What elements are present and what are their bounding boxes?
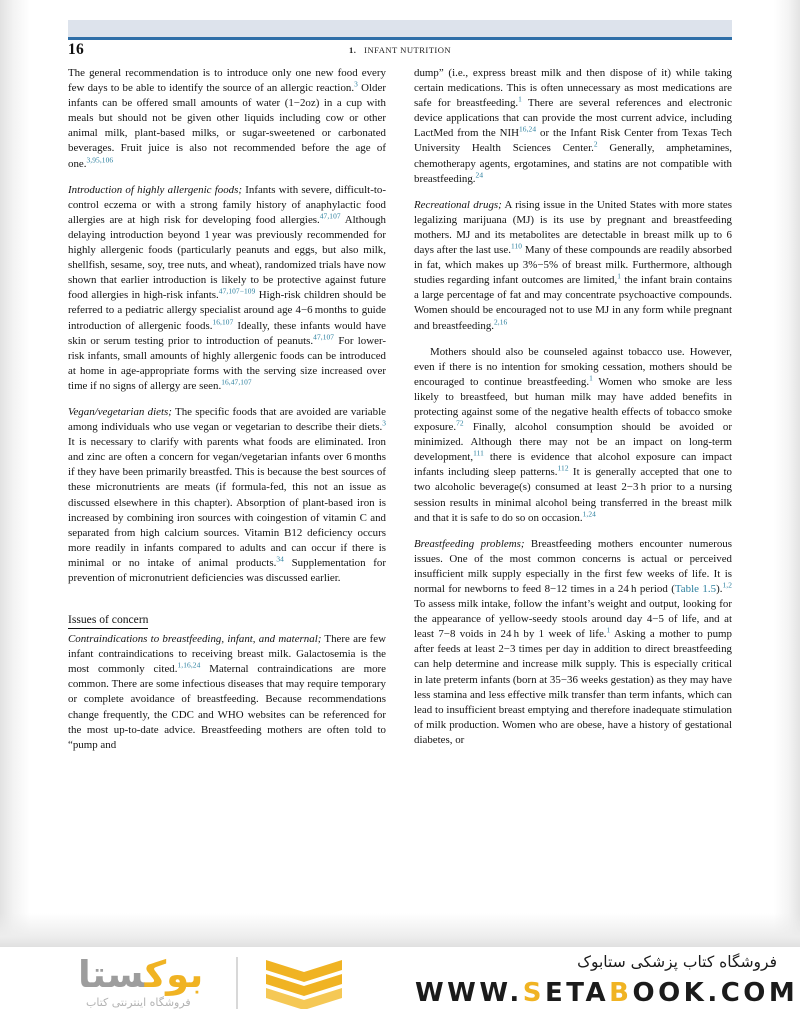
footer-url-segment-2: ETA	[545, 978, 610, 1008]
footer-persian-tagline: فروشگاه کتاب پزشکی ستابوک	[577, 953, 777, 971]
p-general-recommendation: The general recommendation is to introduce only one new food every few days to be able to identify the source of an allergic reaction.$^3$ Older infants can be offered small amounts of water (1−2oz) in a cup with meals but should not be given other liquids including cow or other animal milk, plant-based milks, or sugar-sweetened or carbonated beverages. Fruit juice is also not recommended before the age of one.$^{3,95,106}$	[68, 67, 386, 170]
left-column-paragraphs	[68, 66, 386, 586]
page-edge-shadow-left	[0, 0, 30, 947]
running-head-rule	[68, 37, 732, 40]
p-tobacco-alcohol: Mothers should also be counseled against tobacco use. However, even if there is no intention for smoking cessation, mothers should be encouraged to continue breastfeeding.$^1$ Women who smoke are less likely to breastfeed, but human milk may have added benefits in protecting against some of the negative health effects of tobacco smoke exposure.$^{72}$ Finally, alcohol consumption should be avoided or minimized. Although there may not be an impact on long-term development,$^{111}$ there is evidence that alcohol exposure can impact infants including sleep patterns.$^{112}$ It is generally accepted that one to two alcoholic beverage(s) consumed at least 2−3 h prior to a nursing session results in minimal alcohol being transferred in the breast milk and that it is safe to do so on occasion.$^{1,24}$	[414, 345, 732, 524]
table-cross-reference[interactable]: Table 1.5	[674, 583, 717, 595]
running-title	[68, 45, 732, 55]
footer-url-segment-3: B	[609, 978, 633, 1008]
footer-website-url[interactable]	[415, 978, 799, 1008]
p-contraindications: Contraindications to breastfeeding, infant, and maternal; There are few infant contraindications to receiving breast milk. Galactosemia is the most commonly cited.$^{1,16,24}$ Maternal contraindications are more common. There are some infectious diseases that may require temporary or complete avoidance of breastfeeding. Because recommendations change frequently, the CDC and WHO websites can be referenced for the most up-to-date advice. Breastfeeding mothers are often told to “pump and	[68, 633, 387, 751]
setabook-logo-tagline: فروشگاه اینترنتی کتاب	[86, 996, 191, 1009]
footer-url-segment-0: WWW.	[415, 978, 523, 1008]
left-column-paragraphs-after-heading	[68, 632, 386, 753]
page-edge-shadow-right	[774, 0, 800, 947]
right-column-paragraphs	[414, 66, 732, 748]
logo-divider	[236, 957, 238, 1009]
running-head-band	[68, 20, 732, 37]
running-title-text: INFANT NUTRITION	[364, 45, 452, 55]
left-text-column	[68, 66, 386, 928]
footer-url-segment-4: OOK.COM	[632, 978, 799, 1008]
footer-site-block	[415, 953, 799, 1017]
body-columns	[68, 66, 732, 928]
section-heading-issues-of-concern: Issues of concern	[68, 612, 148, 629]
footer-watermark-bar	[0, 947, 800, 1024]
footer-brand-block	[78, 951, 408, 1019]
running-title-chapter-number: 1.	[348, 45, 357, 55]
p-pump-and-dump: dump” (i.e., express breast milk and then dispose of it) while taking certain medications. This is often unnecessary as most medications are safe for breastfeeding.$^1$ There are several references and electronic device applications that can provide the most current advice, including LactMed from the NIH$^{16,24}$ or the Infant Risk Center from Texas Tech University Health Sciences Center.$^2$ Generally, amphetamines, chemotherapy agents, ergotamines, and statins are not compatible with breastfeeding.$^{24}$	[414, 67, 732, 185]
section-heading-wrap	[68, 599, 386, 632]
right-text-column	[414, 66, 732, 928]
page-number: 16	[68, 41, 84, 58]
p-allergenic-foods: Introduction of highly allergenic foods; Infants with severe, difficult-to-control eczema or with a strong family history of anaphylactic food allergies are at high risk for developing food allergies.$^{47,107}$ Although delaying introduction beyond 1 year was previously recommended for highly allergenic foods (particularly peanuts and eggs, but also milk, shellfish, sesame, soy, tree nuts, and wheat), randomized trials have now shown that earlier introduction is likely to be protective against future food allergies in high-risk infants.$^{47,107-109}$ High-risk children should be referred to a pediatric allergy specialist around age 4−6 months to guide introduction of allergenic foods.$^{16,107}$ Ideally, these infants would have skin or serum testing prior to introduction of peanuts.$^{47,107}$ For lower-risk infants, small amounts of highly allergenic foods can be introduced at home in age-appropriate forms with the serving size increased over time if no signs of allergy are seen.$^{16,47,107}$	[68, 183, 387, 392]
p-vegan-vegetarian: Vegan/vegetarian diets; The specific foods that are avoided are variable among individuals who use vegan or vegetarian to describe their diets.$^3$ It is necessary to clarify with parents what foods are eliminated. Iron and zinc are often a concern for vegan/vegetarian infants over 6 months if they have been primarily breastfed. This is because the best sources of these micronutrients are meats (if formula-fed, this not an issue as discussed elsewhere in this chapter). Absorption of plant-based iron is increased by combining iron sources with coingestion of vitamin C and separated from high calcium sources. Vitamin B12 deficiency occurs more readily in infants compared to adults and can occur if there is minimal or no intake of animal products.$^{34}$ Supplementation for prevention of micronutrient deficiencies was discussed earlier.	[68, 405, 386, 584]
footer-url-segment-1: S	[522, 978, 546, 1008]
p-breastfeeding-problems: Breastfeeding problems; Breastfeeding mothers encounter numerous issues. One of the most common concerns is actual or perceived insufficient milk supply especially in the first few weeks of life. It is normal for newborns to feed 8−12 times in a 24 h period (Table 1.5).$^{1,2}$ To assess milk intake, follow the infant’s weight and output, looking for the appearance of yellow-seedy stools around day 4−5 of life, and at least 7−8 voids in 24 h by 1 week of life.$^1$ Asking a mother to pump after feeds at least 2−3 times per day in addition to direct breastfeeding can help determine and increase milk supply. This is especially critical in late preterm infants (born at 35−36 weeks gestation) as they may have less stamina and less effective milk transfer than term infants, which can lead to insufficient breast emptying and therefore inadequate stimulation of milk production. Women who are obese, have a history of gestational diabetes, or	[414, 537, 732, 746]
chevron-stack-icon	[264, 959, 344, 1009]
setabook-logo-wordmark-gray: ستا	[78, 953, 145, 996]
setabook-logo-wordmark-gold: بوک	[144, 953, 204, 996]
p-recreational-drugs: Recreational drugs; A rising issue in the United States with more states legalizing marijuana (MJ) is its use by pregnant and breastfeeding mothers. MJ and its metabolites are detectable in breast milk up to 6 days after the last use.$^{110}$ Many of these compounds are readily absorbed in fat, which makes up 3%−5% of breast milk. Furthermore, although studies regarding infant outcomes are limited,$^1$ the infant brain contains a large percentage of fat and may concentrate psychoactive compounds. Women should be encouraged not to use MJ in any form while pregnant and breastfeeding.$^{2,16}$	[414, 198, 733, 332]
running-head	[68, 41, 732, 61]
